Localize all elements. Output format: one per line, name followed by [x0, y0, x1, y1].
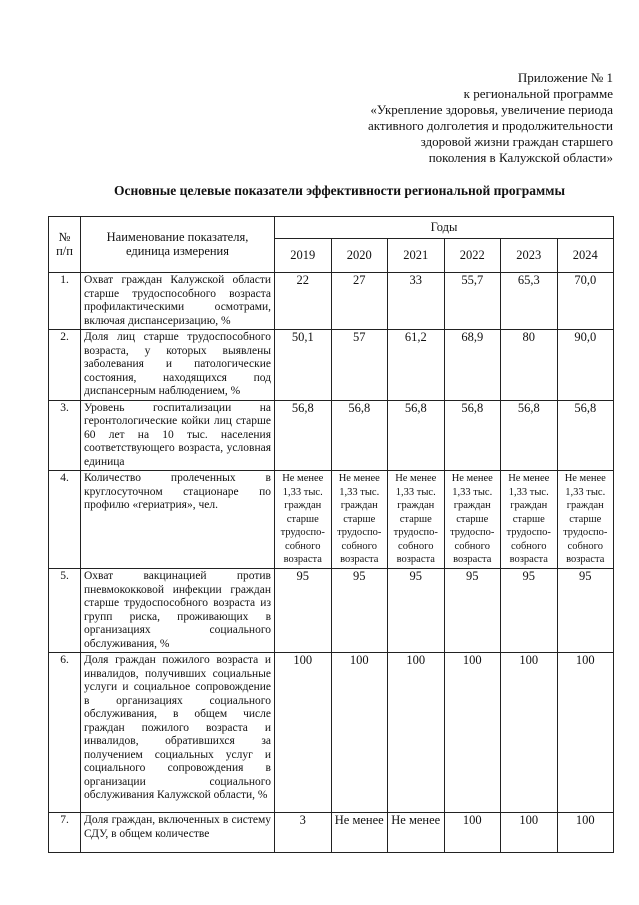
indicator-value: 80 [501, 330, 558, 401]
indicator-value: 3 [275, 813, 332, 853]
indicator-value: Не менее 1,33 тыс. граждан старше трудоспо-собного возраста [557, 471, 614, 569]
row-number: 6. [49, 653, 81, 813]
table-row [49, 569, 614, 653]
indicator-name: Охват вакцинацией против пневмококковой инфекции граждан старше трудоспособного возраста из групп риска, проживающих в организациях социального обслуживания, % [81, 569, 275, 653]
row-number: 4. [49, 471, 81, 569]
indicator-value: 27 [331, 273, 388, 330]
indicator-value: 95 [557, 569, 614, 653]
indicator-value: 56,8 [501, 400, 558, 471]
appendix-line: поколения в Калужской области» [428, 150, 613, 165]
indicator-value: 56,8 [388, 400, 445, 471]
header-year: 2022 [444, 239, 501, 273]
appendix-line: «Укрепление здоровья, увеличение периода [370, 102, 613, 117]
appendix-line: к региональной программе [463, 86, 613, 101]
header-year: 2019 [275, 239, 332, 273]
indicator-value: 100 [444, 813, 501, 853]
indicator-value: 61,2 [388, 330, 445, 401]
indicator-value: 50,1 [275, 330, 332, 401]
indicator-value: Не менее [388, 813, 445, 853]
table-row [49, 273, 614, 330]
table-row [49, 471, 614, 569]
indicator-value: 100 [275, 653, 332, 813]
header-year: 2024 [557, 239, 614, 273]
indicator-value: 90,0 [557, 330, 614, 401]
indicator-value: 56,8 [275, 400, 332, 471]
indicator-value: 100 [557, 813, 614, 853]
indicator-value: 95 [388, 569, 445, 653]
appendix-line: здоровой жизни граждан старшего [420, 134, 613, 149]
appendix-line: Приложение № 1 [517, 70, 613, 85]
indicator-value: 22 [275, 273, 332, 330]
header-years: Годы [275, 217, 614, 239]
row-number: 2. [49, 330, 81, 401]
header-year: 2023 [501, 239, 558, 273]
indicator-value: 65,3 [501, 273, 558, 330]
indicator-value: 95 [331, 569, 388, 653]
header-year: 2021 [388, 239, 445, 273]
indicator-value: 100 [501, 813, 558, 853]
indicator-value: 70,0 [557, 273, 614, 330]
indicator-value: Не менее 1,33 тыс. граждан старше трудоспо-собного возраста [275, 471, 332, 569]
indicator-value: Не менее 1,33 тыс. граждан старше трудоспо-собного возраста [331, 471, 388, 569]
indicator-name: Уровень госпитализации на геронтологические койки лиц старше 60 лет на 10 тыс. населения соответствующего возраста, условная единица [81, 400, 275, 471]
header-year: 2020 [331, 239, 388, 273]
indicator-name: Доля граждан, включенных в систему СДУ, в общем количестве [81, 813, 275, 853]
table-row [49, 400, 614, 471]
indicator-value: Не менее 1,33 тыс. граждан старше трудоспо-собного возраста [501, 471, 558, 569]
indicator-value: Не менее 1,33 тыс. граждан старше трудоспо-собного возраста [388, 471, 445, 569]
indicator-value: 56,8 [557, 400, 614, 471]
indicator-name: Количество пролеченных в круглосуточном стационаре по профилю «гериатрия», чел. [81, 471, 275, 569]
row-number: 1. [49, 273, 81, 330]
indicator-value: 100 [501, 653, 558, 813]
table-row [49, 653, 614, 813]
indicator-name: Доля лиц старше трудоспособного возраста, у которых выявлены заболевания и патологические состояния, находящихся под диспансерным наблюдением, % [81, 330, 275, 401]
indicator-value: 33 [388, 273, 445, 330]
indicator-value: 100 [557, 653, 614, 813]
indicator-value: 100 [331, 653, 388, 813]
indicators-table [48, 216, 614, 853]
table-row [49, 813, 614, 853]
indicator-value: Не менее 1,33 тыс. граждан старше трудоспо-собного возраста [444, 471, 501, 569]
indicator-value: Не менее [331, 813, 388, 853]
indicator-value: 95 [501, 569, 558, 653]
document-title: Основные целевые показатели эффективности региональной программы [114, 183, 565, 198]
indicator-name: Охват граждан Калужской области старше трудоспособного возраста профилактическими осмотрами, включая диспансеризацию, % [81, 273, 275, 330]
header-indicator-name: Наименование показателя, единица измерения [81, 217, 275, 273]
appendix-line: активного долголетия и продолжительности [367, 118, 613, 133]
indicator-value: 57 [331, 330, 388, 401]
header-number: № п/п [49, 217, 81, 273]
row-number: 5. [49, 569, 81, 653]
table-row [49, 330, 614, 401]
indicator-value: 95 [275, 569, 332, 653]
indicator-value: 95 [444, 569, 501, 653]
indicator-value: 68,9 [444, 330, 501, 401]
indicator-value: 100 [444, 653, 501, 813]
appendix-header [313, 70, 613, 166]
row-number: 3. [49, 400, 81, 471]
indicator-value: 56,8 [331, 400, 388, 471]
indicator-value: 56,8 [444, 400, 501, 471]
indicator-name: Доля граждан пожилого возраста и инвалидов, получивших социальные услуги и социальное сопровождение в организациях социального обслуживания, в общем числе граждан пожилого возраста и инвалидов, обратившихся за получением социальных услуг и социального сопровождения в организации социального обслуживания Калужской области, % [81, 653, 275, 813]
indicator-value: 100 [388, 653, 445, 813]
row-number: 7. [49, 813, 81, 853]
indicator-value: 55,7 [444, 273, 501, 330]
